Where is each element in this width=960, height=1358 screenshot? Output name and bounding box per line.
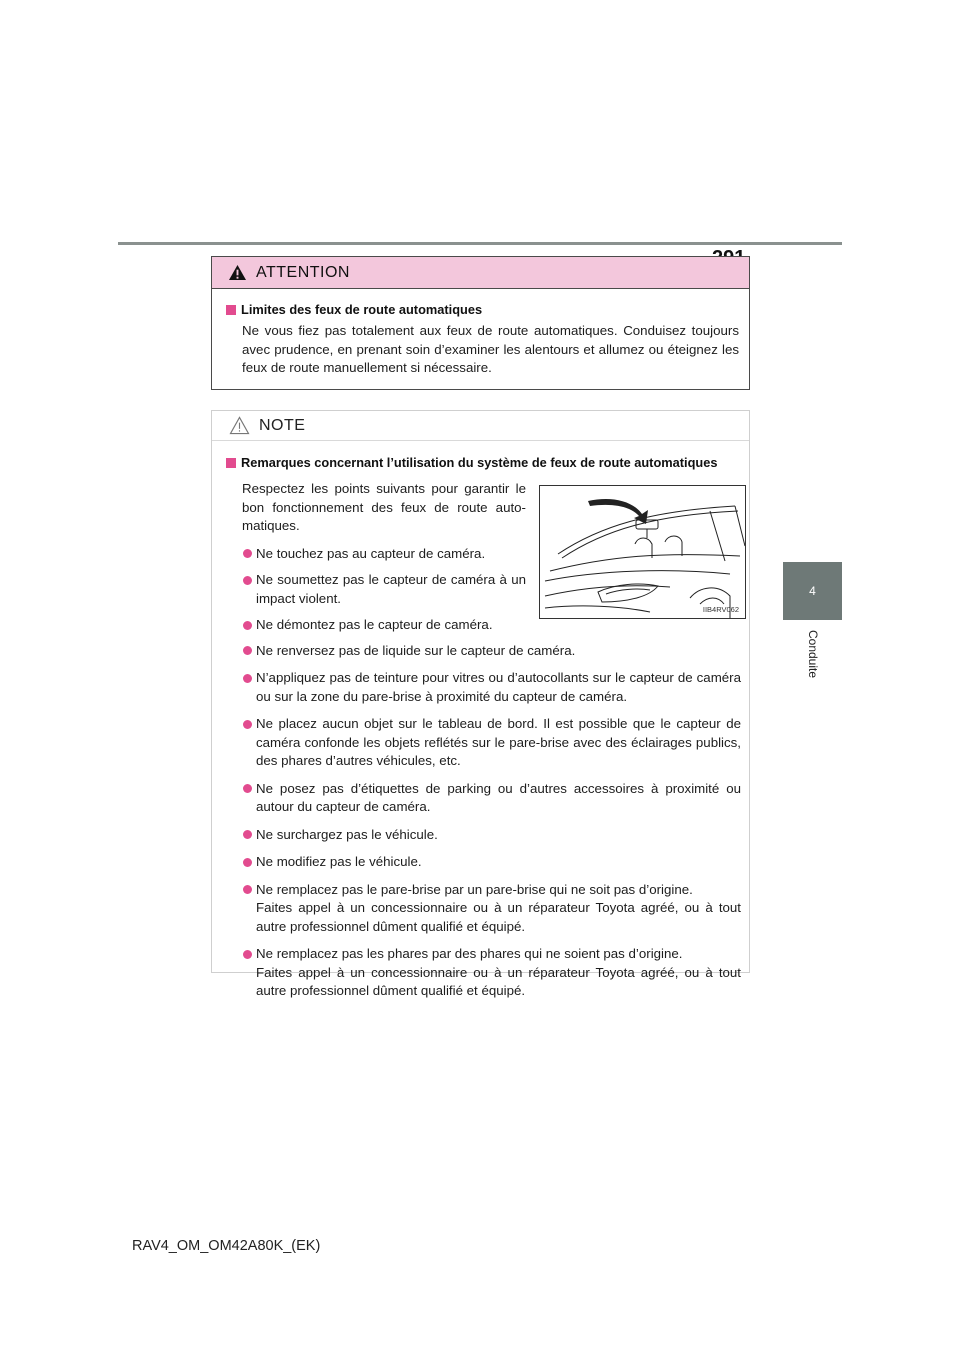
list-item: Ne surchargez pas le véhicule.	[242, 826, 741, 845]
bullet-dot-icon	[242, 780, 256, 799]
note-section-title	[226, 455, 741, 470]
header-rule	[118, 242, 842, 245]
note-label: NOTE	[259, 416, 306, 434]
attention-section-title	[226, 302, 739, 317]
bullet-dot-icon	[242, 826, 256, 845]
attention-box	[211, 256, 750, 390]
bullet-dot-icon	[242, 642, 256, 661]
bullet-dot-icon	[242, 945, 256, 964]
bullet-dot-icon	[242, 669, 256, 688]
intro-row	[226, 480, 741, 635]
square-bullet-icon	[226, 458, 236, 468]
figure-code: IIB4RV062	[702, 605, 739, 614]
list-item: Ne soumettez pas le capteur de caméra à un impact violent.	[242, 571, 526, 608]
list-item: Ne modifiez pas le véhicule.	[242, 853, 741, 872]
list-item	[242, 881, 741, 937]
bullet-dot-icon	[242, 616, 256, 635]
bullet-dot-icon	[242, 853, 256, 872]
note-section-title-text: Remarques concernant l’utilisation du système de feux de route automatiques	[241, 455, 718, 470]
list-item-line: Ne remplacez pas le pare-brise par un pare-brise qui ne soit pas d’origine.	[256, 881, 693, 897]
warning-icon	[228, 264, 247, 281]
list-item: N’appliquez pas de teinture pour vitres ou d’autocollants sur le capteur de caméra ou sur la zone du pare-brise à proximité du capteur de caméra.	[242, 669, 741, 706]
list-item-line: Faites appel à un concessionnaire ou à un réparateur Toyota agréé, ou à tout autre professionnel dûment qualifié et équipé.	[256, 964, 741, 998]
caution-outline-icon	[229, 416, 250, 435]
list-item	[242, 945, 741, 1001]
bullet-dot-icon	[242, 881, 256, 900]
windshield-camera-figure	[539, 485, 746, 619]
car-windshield-illustration	[540, 486, 746, 619]
note-intro: Respectez les points suivants pour garantir le bon fonctionnement des feux de route auto-matiques.	[242, 481, 526, 533]
bullet-dot-icon	[242, 571, 256, 590]
note-box	[211, 410, 750, 998]
square-bullet-icon	[226, 305, 236, 315]
attention-body	[212, 289, 749, 378]
attention-section-title-text: Limites des feux de route automatiques	[241, 302, 483, 317]
list-item: Ne posez pas d’étiquettes de parking ou d’autres accessoires à proximité ou autour du capteur de caméra.	[242, 780, 741, 817]
chapter-label	[800, 625, 826, 685]
list-item: Ne touchez pas au capteur de caméra.	[242, 545, 526, 564]
note-header	[212, 411, 749, 441]
intro-column	[242, 480, 526, 635]
attention-text: Ne vous fiez pas totalement aux feux de route automatiques. Conduisez toujours avec prudence, en prenant soin d’examiner les alentours et allumez ou éteignez les feux de route manuellement si nécessaire.	[242, 323, 739, 375]
manual-code: RAV4_OM_OM42A80K_(EK)	[132, 1238, 321, 1254]
chapter-tab: 4	[783, 562, 842, 620]
attention-header	[212, 257, 749, 289]
attention-label: ATTENTION	[256, 263, 350, 281]
list-item-line: Faites appel à un concessionnaire ou à un réparateur Toyota agréé, ou à tout autre professionnel dûment qualifié et équipé.	[256, 900, 741, 934]
chapter-label-text: Conduite	[806, 629, 820, 679]
bullet-dot-icon	[242, 545, 256, 564]
list-item: Ne renversez pas de liquide sur le capteur de caméra.	[242, 642, 741, 661]
list-item: Ne placez aucun objet sur le tableau de bord. Il est possible que le capteur de caméra confonde les objets reflétés sur le pare-brise avec des éclairages publics, des phares d’autres véhicules, etc.	[242, 715, 741, 771]
list-item-line: Ne remplacez pas les phares par des phares qui ne soient pas d’origine.	[256, 946, 683, 961]
list-item: Ne démontez pas le capteur de caméra.	[242, 616, 526, 635]
bullet-list	[226, 642, 741, 1001]
bullet-dot-icon	[242, 715, 256, 734]
note-body	[212, 441, 749, 1001]
